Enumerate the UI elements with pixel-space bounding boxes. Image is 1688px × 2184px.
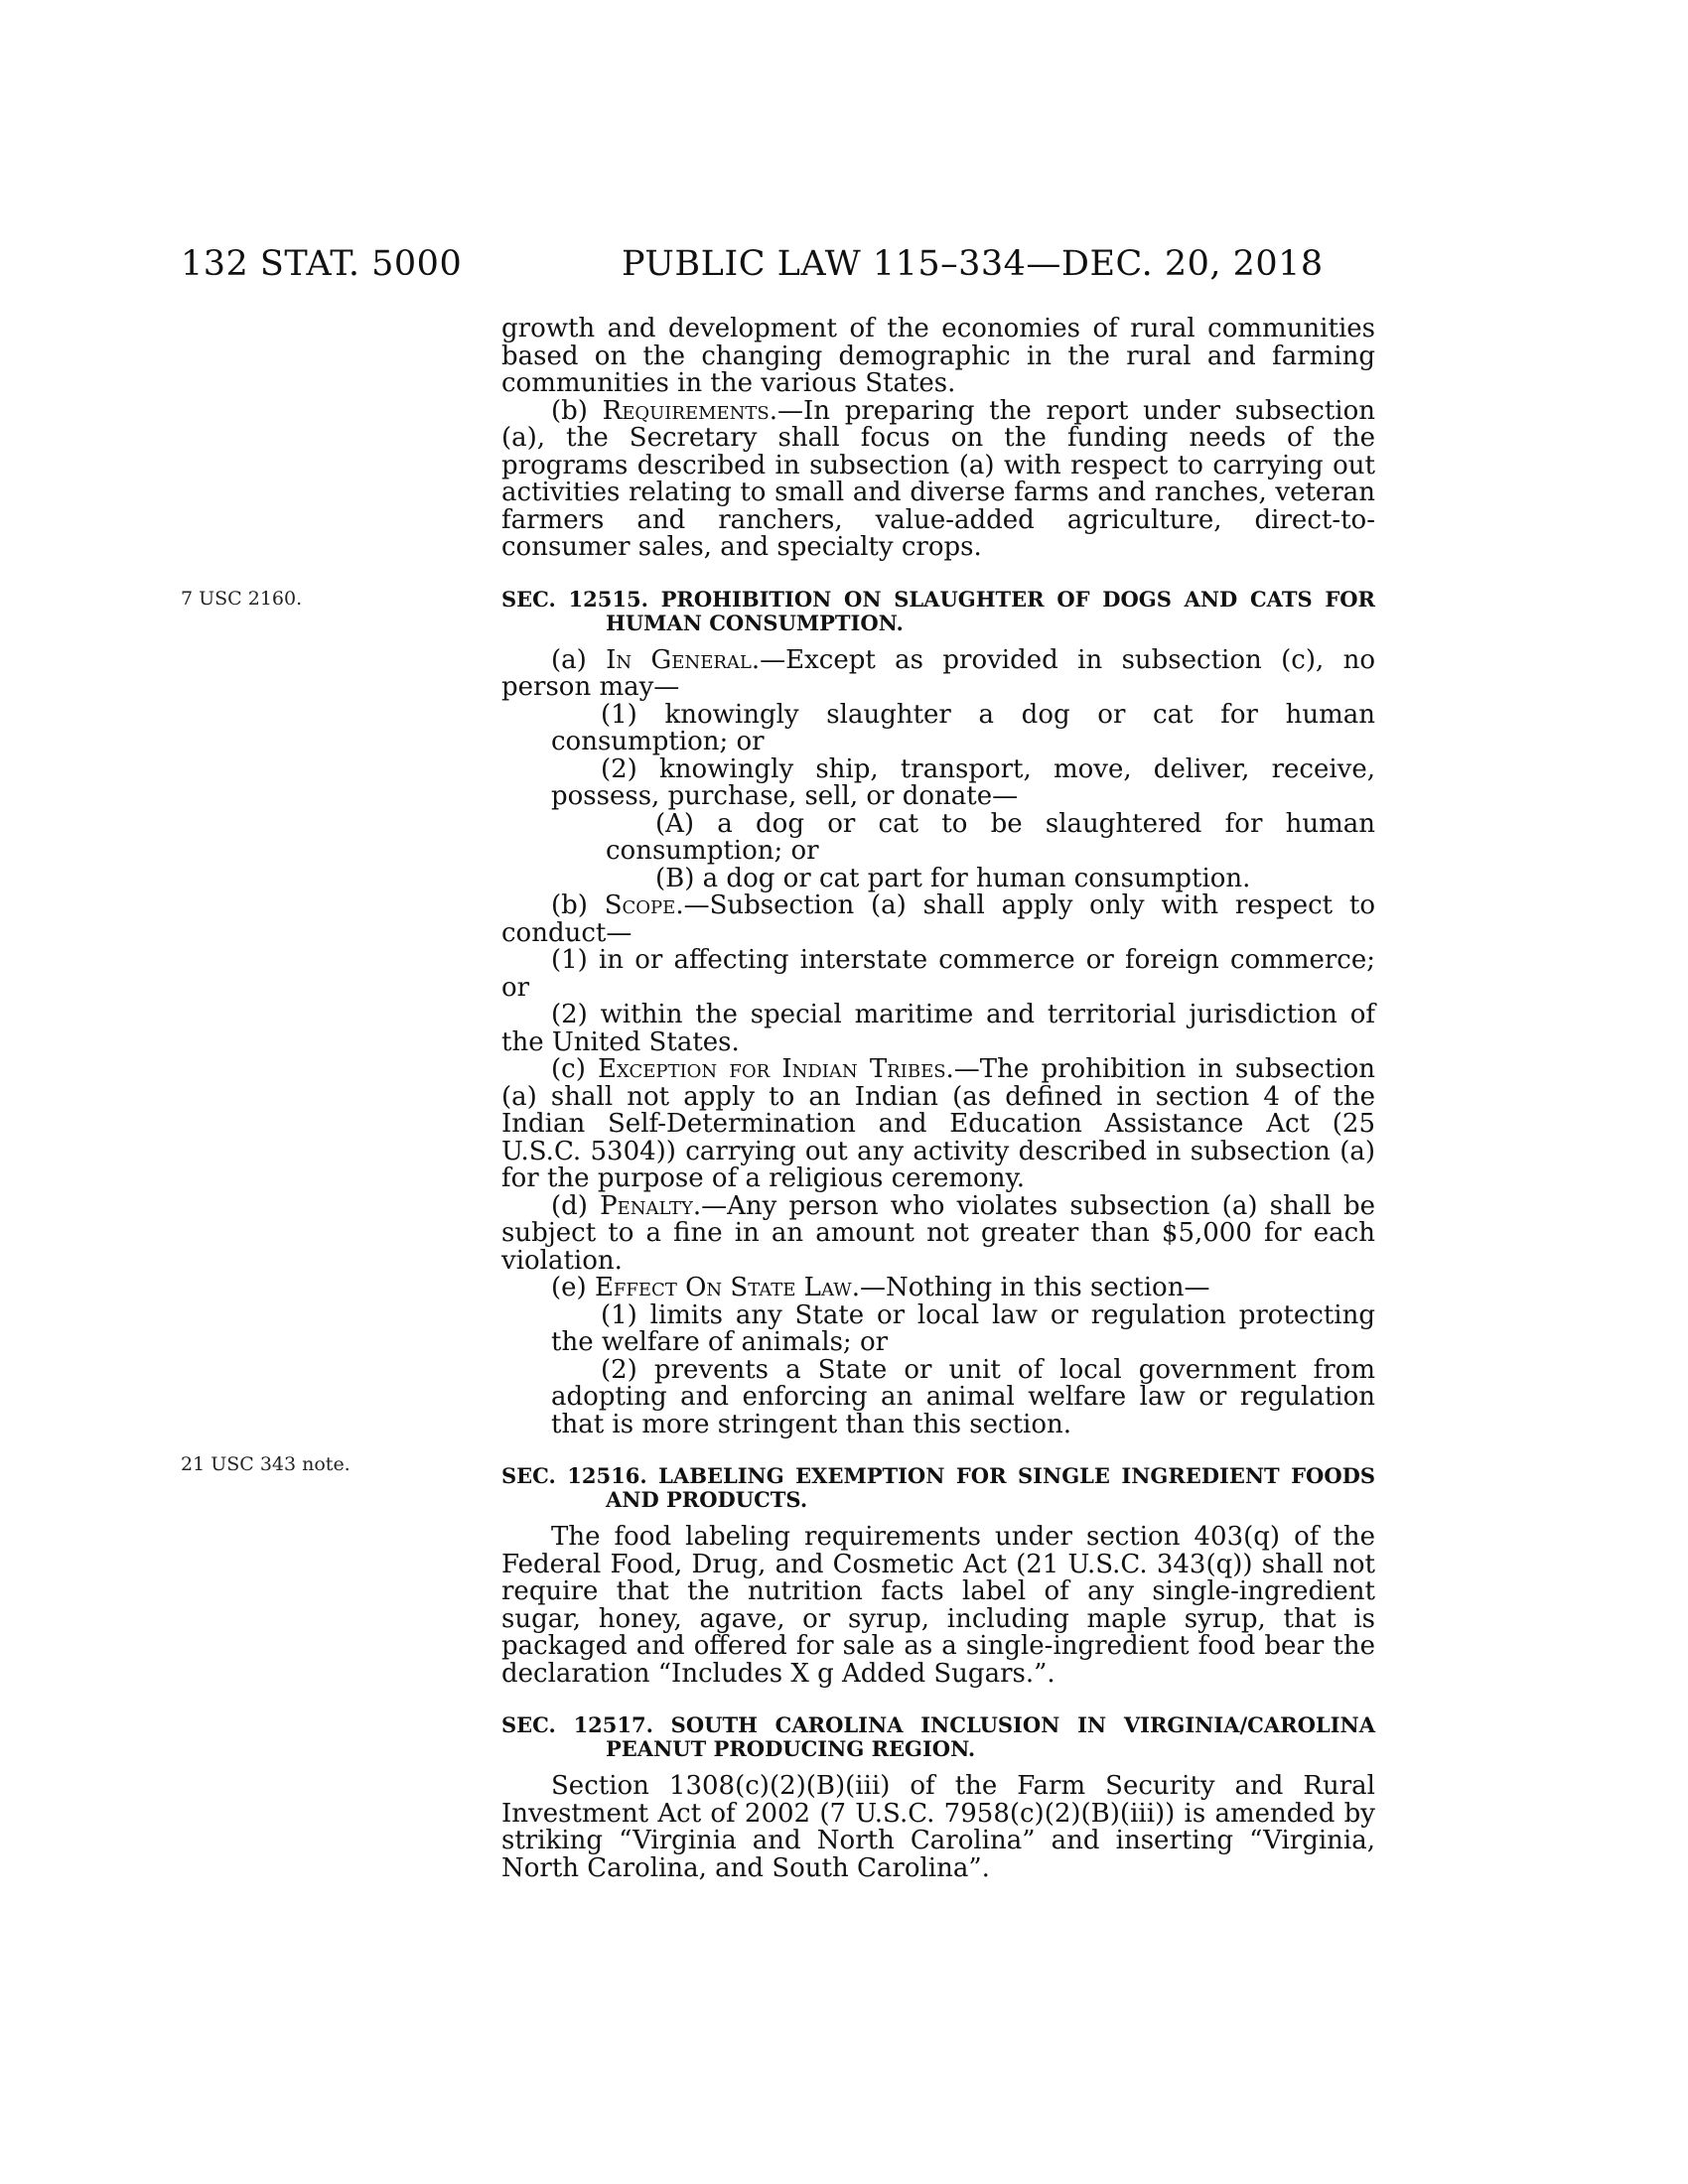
section-12517-text: Section 1308(c)(2)(B)(iii) of the Farm Security and Rural Investment Act of 2002 (7 U.S.C. 7958(c)(2)(B)(iii)) is amended by striking “Virginia and North Carolina” and inserting “Virginia, North Carolina, and South Carolina”. [501,1771,1375,1883]
subsection-b-requirements: (b) Requirements.—In preparing the report under subsection (a), the Secretary shall focus on the funding needs of the programs described in subsection (a) with respect to carrying out activities relating to small and diverse farms and ranches, veteran farmers and ranchers, value-added agriculture, direct-to-consumer sales, and specialty crops. [501,395,1375,562]
subsection-d: (d) Penalty.—Any person who violates subsection (a) shall be subject to a fine in an amount not greater than $5,000 for each violation. [501,1190,1375,1276]
subsection-a: (a) In General.—Except as provided in subsection (c), no person may— [501,644,1375,702]
section-12517-heading: SEC. 12517. SOUTH CAROLINA INCLUSION IN VIRGINIA/CAROLINA PEANUT PRODUCING REGION. [501,1712,1375,1761]
paragraph-b1: (1) in or affecting interstate commerce or foreign commerce; or [501,945,1375,1003]
paragraph-e2: (2) prevents a State or unit of local government from adopting and enforcing an animal welfare law or regulation that is more stringent than this section. [551,1354,1375,1439]
subparagraph-a2A: (A) a dog or cat to be slaughtered for human consumption; or [606,808,1375,866]
subsection-b-scope: (b) Scope.—Subsection (a) shall apply only with respect to conduct— [501,890,1375,948]
paragraph-a1: (1) knowingly slaughter a dog or cat for human consumption; or [551,699,1375,756]
paragraph-b2: (2) within the special maritime and territorial jurisdiction of the United States. [501,1000,1375,1057]
section-12515-heading: SEC. 12515. PROHIBITION ON SLAUGHTER OF DOGS AND CATS FOR HUMAN CONSUMPTION. [501,586,1375,635]
section-12516-text: The food labeling requirements under section 403(q) of the Federal Food, Drug, and Cosmetic Act (21 U.S.C. 343(q)) shall not require that the nutrition facts label of any single-ingredient sugar, honey, agave, or syrup, including maple syrup, that is packaged and offered for sale as a single-ingredient food bear the declaration “Includes X g Added Sugars.”. [501,1522,1375,1689]
margin-note-12515: 7 USC 2160. [181,588,303,610]
section-12516-heading: SEC. 12516. LABELING EXEMPTION FOR SINGLE INGREDIENT FOODS AND PRODUCTS. [501,1463,1375,1512]
subsection-e: (e) Effect On State Law.—Nothing in this section— [551,1273,1210,1302]
running-header: PUBLIC LAW 115–334—DEC. 20, 2018 [622,244,1324,284]
stat-page-number: 132 STAT. 5000 [181,244,463,284]
margin-note-12516: 21 USC 343 note. [181,1453,351,1475]
paragraph-e1: (1) limits any State or local law or regulation protecting the welfare of animals; or [551,1299,1375,1357]
section-12515-body [501,644,1375,1439]
continuation-paragraph: growth and development of the economies of rural communities based on the changing demographic in the rural and farming communities in the various States. [501,314,1375,398]
document-body [501,316,1375,1882]
paragraph-a2: (2) knowingly ship, transport, move, deliver, receive, possess, purchase, sell, or donate— [551,753,1375,811]
subparagraph-a2B: (B) a dog or cat part for human consumption. [655,863,1251,893]
subsection-c: (c) Exception for Indian Tribes.—The prohibition in subsection (a) shall not apply to an Indian (as defined in section 4 of the Indian Self-Determination and Education Assistance Act (25 U.S.C. 5304)) carrying out any activity described in subsection (a) for the purpose of a religious ceremony. [501,1054,1375,1193]
